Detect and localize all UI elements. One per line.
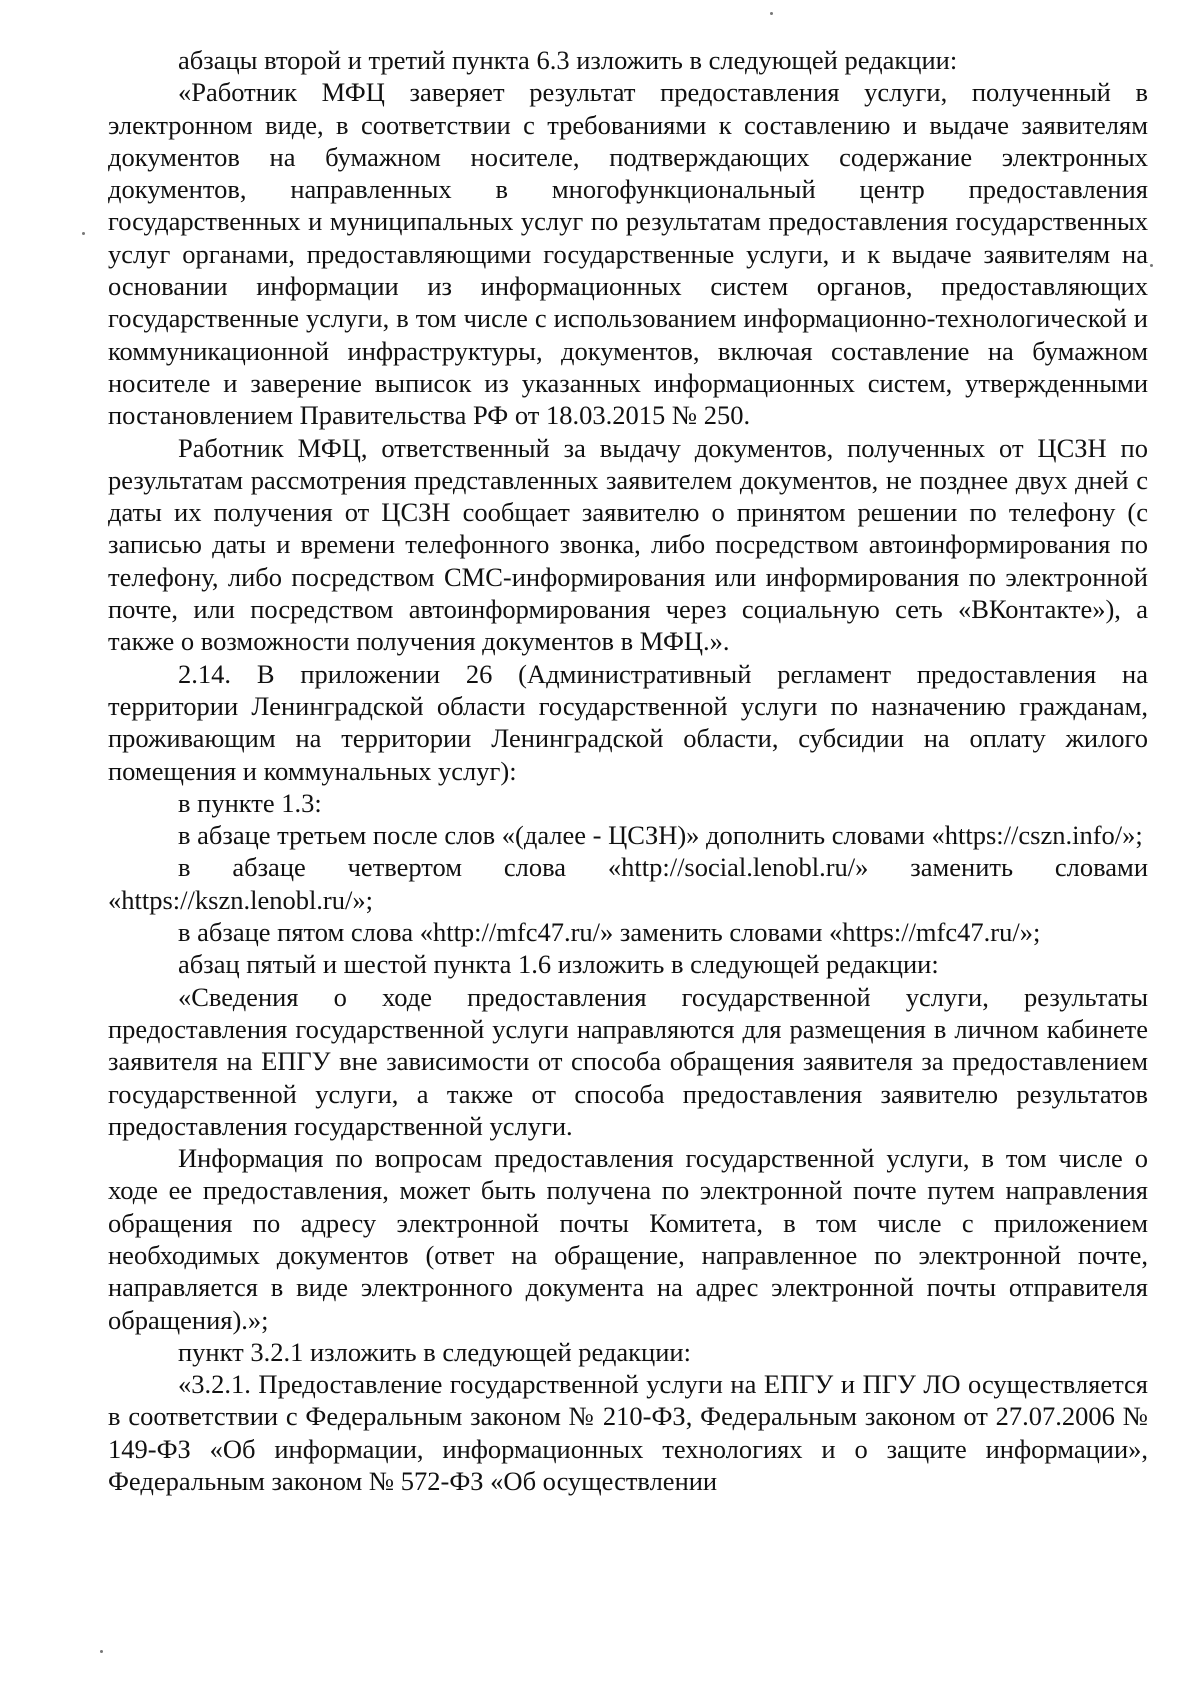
paragraph-10: «Сведения о ходе предоставления государственной услуги, результаты предоставления государственной услуги направляются для размещения в личном кабинете заявителя на ЕПГУ вне зависимости от способа обращения заявителя за предоставлением государственной услуги, а также от способа предоставления заявителю результатов предоставления государственной услуги. [108, 981, 1148, 1141]
paragraph-13: «3.2.1. Предоставление государственной услуги на ЕПГУ и ПГУ ЛО осуществляется в соответствии с Федеральным законом № 210-ФЗ, Федеральным законом от 27.07.2006 № 149-ФЗ «Об информации, информационных технологиях и о защите информации», Федеральным законом № 572-ФЗ «Об осуществлении [108, 1369, 1148, 1497]
paragraph-6: в абзаце третьем после слов «(далее - ЦСЗН)» дополнить словами «https://cszn.info/»; [178, 820, 1143, 851]
paragraph-11: Информация по вопросам предоставления государственной услуги, в том числе о ходе ее предоставления, может быть получена по электронной почте путем направления обращения по адресу электронной почты Комитета, в том числе с приложением необходимых документов (ответ на обращение, направленное по электронной почте, направляется в виде электронного документа на адрес электронной почты отправителя обращения).»; [108, 1143, 1148, 1335]
scan-speck [770, 12, 773, 15]
paragraph-3: Работник МФЦ, ответственный за выдачу документов, полученных от ЦСЗН по результатам рассмотрения представленных заявителем документов, не позднее двух дней с даты их получения от ЦСЗН сообщает заявителю о принятом решении по телефону (с записью даты и времени телефонного звонка, либо посредством автоинформирования по телефону, либо посредством СМС-информирования или информирования по электронной почте, или посредством автоинформирования через социальную сеть «ВКонтакте»), а также о возможности получения документов в МФЦ.». [108, 432, 1148, 657]
paragraph-12: пункт 3.2.1 изложить в следующей редакции: [178, 1336, 691, 1367]
paragraph-2: «Работник МФЦ заверяет результат предоставления услуги, полученный в электронном виде, в соответствии с требованиями к составлению и выдаче заявителям документов на бумажном носителе, подтверждающих содержание электронных документов, направленных в многофункциональный центр предоставления государственных и муниципальных услуг по результатам предоставления государственных услуг органами, предоставляющими государственные услуги, и к выдаче заявителям на основании информации из информационных систем органов, предоставляющих государственные услуги, в том числе с использованием информационно-технологической и коммуникационной инфраструктуры, документов, включая составление на бумажном носителе и заверение выписок из указанных информационных систем, утвержденными постановлением Правительства РФ от 18.03.2015 № 250. [108, 77, 1148, 431]
paragraph-5: в пункте 1.3: [178, 787, 322, 818]
scan-speck [100, 1650, 103, 1653]
document-body [108, 44, 1148, 1497]
paragraph-1: абзацы второй и третий пункта 6.3 изложить в следующей редакции: [178, 45, 958, 75]
scan-speck [1150, 264, 1153, 267]
paragraph-7: в абзаце четвертом слова «http://social.lenobl.ru/» заменить словами «https://kszn.lenobl.ru/»; [108, 852, 1148, 915]
paragraph-9: абзац пятый и шестой пункта 1.6 изложить в следующей редакции: [178, 949, 939, 980]
paragraph-4: 2.14. В приложении 26 (Административный регламент предоставления на территории Ленинградской области государственной услуги по назначению гражданам, проживающим на территории Ленинградской области, субсидии на оплату жилого помещения и коммунальных услуг): [108, 658, 1148, 786]
scan-speck [82, 232, 85, 235]
paragraph-8: в абзаце пятом слова «http://mfc47.ru/» заменить словами «https://mfc47.ru/»; [178, 917, 1041, 948]
